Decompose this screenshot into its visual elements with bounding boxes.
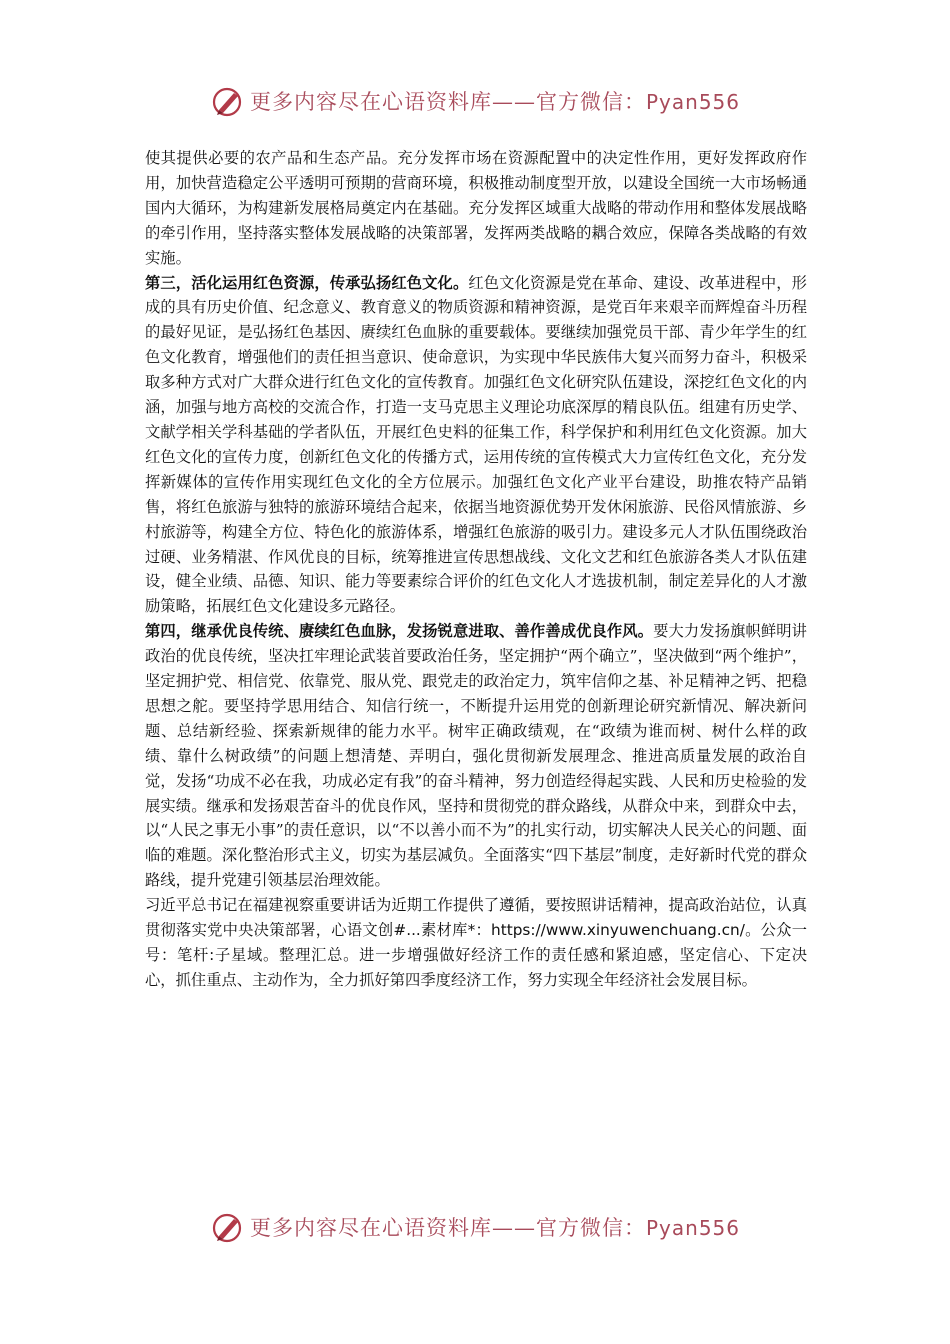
paragraph: 第四，继承优良传统、赓续红色血脉，发扬锐意进取、善作善成优良作风。要大力发扬旗帜鲜明讲政治的优良传统，坚决扛牢理论武装首要政治任务，坚定拥护“两个确立”，坚决做到“两个维护”，坚定拥护党、相信党、依靠党、服从党、跟党走的政治定力，筑牢信仰之基、补足精神之钙、把稳思想之舵。要坚持学思用结合、知信行统一，不断提升运用党的创新理论研究新情况、解决新问题、总结新经验、探索新规律的能力水平。树牢正确政绩观，在“政绩为谁而树、树什么样的政绩、靠什么树政绩”的问题上想清楚、弄明白，强化贯彻新发展理念、推进高质量发展的政治自觉，发扬“功成不必在我，功成必定有我”的奋斗精神，努力创造经得起实践、人民和历史检验的发展实绩。继承和发扬艰苦奋斗的优良作风，坚持和贯彻党的群众路线，从群众中来，到群众中去，以“人民之事无小事”的责任意识，以“不以善小而不为”的扎实行动，切实解决人民关心的问题、面临的难题。深化整治形式主义，切实为基层减负。全面落实“四下基层”制度，走好新时代党的群众路线，提升党建引领基层治理效能。: [145, 622, 807, 890]
pen-logo-icon: [210, 84, 244, 118]
document-body: [145, 146, 807, 993]
paragraph: 使其提供必要的农产品和生态产品。充分发挥市场在资源配置中的决定性作用，更好发挥政府作用，加快营造稳定公平透明可预期的营商环境，积极推动制度型开放，以建设全国统一大市场畅通国内大循环，为构建新发展格局奠定内在基础。充分发挥区域重大战略的带动作用和整体发展战略的牵引作用，坚持落实整体发展战略的决策部署，发挥两类战略的耦合效应，保障各类战略的有效实施。: [145, 149, 807, 267]
watermark-text: 更多内容尽在心语资料库——官方微信：Pyan556: [249, 90, 740, 114]
paragraph: 习近平总书记在福建视察重要讲话为近期工作提供了遵循，要按照讲话精神，提高政治站位，认真贯彻落实党中央决策部署，心语文创#...素材库*：https://www.xinyuwenchuang.cn/。公众一号：笔杆:子星域。整理汇总。进一步增强做好经济工作的责任感和紧迫感，坚定信心、下定决心，抓住重点、主动作为，全力抓好第四季度经济工作，努力实现全年经济社会发展目标。: [145, 896, 807, 989]
header-watermark: [0, 84, 950, 118]
footer-watermark: [0, 1210, 950, 1244]
paragraph-heading: 第四，继承优良传统、赓续红色血脉，发扬锐意进取、善作善成优良作风。: [145, 622, 654, 641]
pen-logo-icon: [210, 1210, 244, 1244]
watermark-text: 更多内容尽在心语资料库——官方微信：Pyan556: [249, 1216, 740, 1240]
paragraph: 第三，活化运用红色资源，传承弘扬红色文化。红色文化资源是党在革命、建设、改革进程中，形成的具有历史价值、纪念意义、教育意义的物质资源和精神资源，是党百年来艰辛而辉煌奋斗历程的最好见证，是弘扬红色基因、赓续红色血脉的重要载体。要继续加强党员干部、青少年学生的红色文化教育，增强他们的责任担当意识、使命意识，为实现中华民族伟大复兴而努力奋斗，积极采取多种方式对广大群众进行红色文化的宣传教育。加强红色文化研究队伍建设，深挖红色文化的内涵，加强与地方高校的交流合作，打造一支马克思主义理论功底深厚的精良队伍。组建有历史学、文献学相关学科基础的学者队伍，开展红色史料的征集工作，科学保护和利用红色文化资源。加大红色文化的宣传力度，创新红色文化的传播方式，运用传统的宣传模式大力宣传红色文化，充分发挥新媒体的宣传作用实现红色文化的全方位展示。加强红色文化产业平台建设，助推农特产品销售，将红色旅游与独特的旅游环境结合起来，依据当地资源优势开发休闲旅游、民俗风情旅游、乡村旅游等，构建全方位、特色化的旅游体系，增强红色旅游的吸引力。建设多元人才队伍围绕政治过硬、业务精湛、作风优良的目标，统筹推进宣传思想战线、文化文艺和红色旅游各类人才队伍建设，健全业绩、品德、知识、能力等要素综合评价的红色文化人才选拔机制，制定差异化的人才激励策略，拓展红色文化建设多元路径。: [145, 273, 807, 616]
paragraph-heading: 第三，活化运用红色资源，传承弘扬红色文化。: [145, 273, 469, 292]
